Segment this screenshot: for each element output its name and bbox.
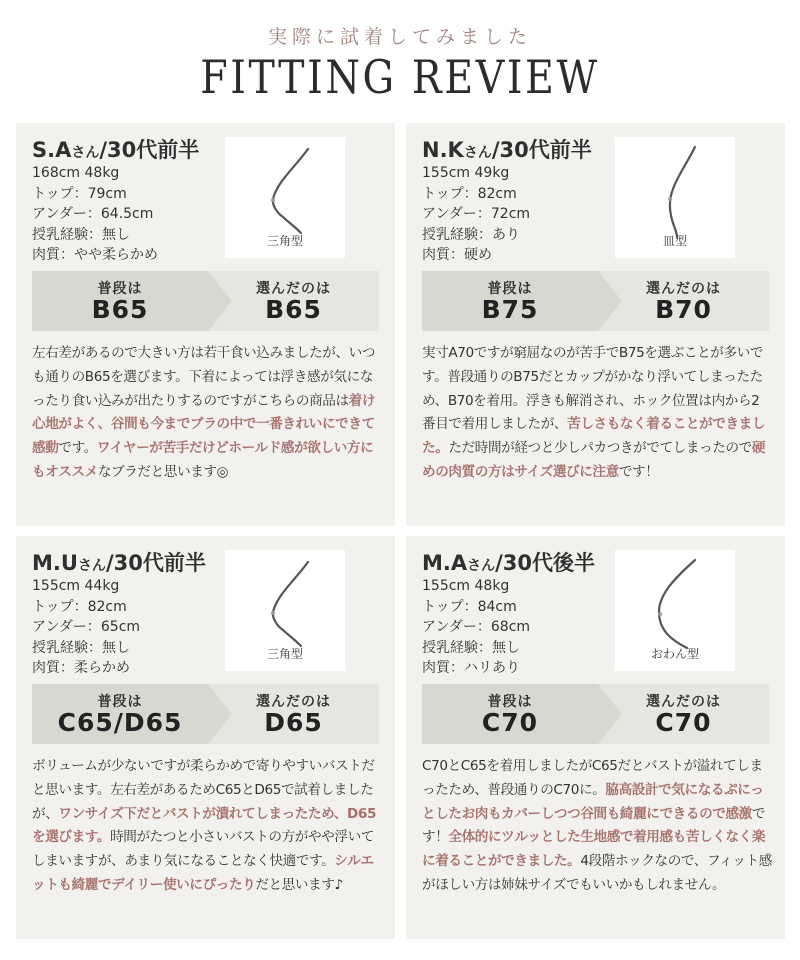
comment-highlight: 着け心地がよく、谷間も今までブラの中で一番きれいにできて感動 <box>32 392 376 457</box>
comment-highlight: ワンサイズ下だとバストが潰れてしまったため、D65を選びます。 <box>32 805 377 846</box>
comment-highlight: 苦しさもなく着ることができました。 <box>422 416 766 457</box>
review-card <box>406 536 785 939</box>
stat-line: 授乳経験：無し <box>422 639 520 656</box>
chosen-size-value: C70 <box>655 708 712 737</box>
review-card <box>16 536 395 939</box>
reviewer-stats <box>32 576 140 679</box>
page-title: FITTING REVIEW <box>200 50 600 104</box>
size-comparison-bar <box>422 271 769 331</box>
shape-label: おわん型 <box>650 647 699 661</box>
comment-text: だと思います♪ <box>255 876 343 893</box>
size-comparison-bar <box>32 271 379 331</box>
comment-highlight: 脇高設計で気になるぷにっとしたお肉もカバーしつつ谷間も綺麗にできるので感激 <box>422 781 764 822</box>
comment-text: 時間がたつと小さいバストの方がやや浮いてしまいますが、あまり気になることなく快適です。 <box>32 829 374 870</box>
stat-line: トップ：84cm <box>422 598 517 615</box>
reviewer-name <box>32 134 199 164</box>
reviewer-age: /30代前半 <box>105 551 206 575</box>
comment-text: C70とC65を着用しましたがC65だとバストが溢れてしまったため、普段通りのC70に。 <box>422 758 763 798</box>
reviewer-initials: S.A <box>32 138 72 162</box>
stat-line: アンダー：68cm <box>422 619 531 636</box>
reviewer-name <box>422 547 595 577</box>
comment-highlight: 全体的にツルッとした生地感で着用感も苦しくなく楽に着ることができました。 <box>422 829 766 870</box>
comment-highlight: 硬めの肉質の方はサイズ選びに注意 <box>422 440 766 480</box>
stat-line: 168cm 48kg <box>32 165 120 181</box>
shape-label: 三角型 <box>266 234 303 248</box>
breast-shape-illustration <box>225 137 345 258</box>
stat-line: 155cm 44kg <box>32 578 120 594</box>
reviewer-name <box>32 547 206 577</box>
reviewer-age: /30代後半 <box>495 551 596 575</box>
review-comment <box>422 342 772 485</box>
stat-line: アンダー：72cm <box>422 206 531 223</box>
breast-shape-illustration <box>225 550 345 671</box>
chosen-size-label: 選んだのは <box>646 694 721 710</box>
honorific: さん <box>467 558 496 574</box>
stat-line: 肉質：硬め <box>422 247 492 264</box>
comment-text: なブラだと思います◎ <box>97 463 229 480</box>
reviewer-age: /30代前半 <box>491 138 592 162</box>
reviewer-initials: N.K <box>422 138 464 162</box>
stat-line: 155cm 49kg <box>422 165 510 181</box>
stat-line: 肉質：ハリあり <box>422 660 520 677</box>
shape-label: 三角型 <box>266 647 303 661</box>
comment-text: です！ <box>618 463 659 480</box>
comment-text: ボリュームが少ないですが柔らかめで寄りやすいバストだと思います。左右差があるためC65とD65で試着しましたが、 <box>32 758 375 822</box>
usual-size-value: C70 <box>481 708 539 737</box>
review-comment <box>422 755 772 898</box>
honorific: さん <box>77 558 106 574</box>
comment-text: 4段階ホックなので、フィット感がほしい方は姉妹サイズでもいいかもしれません。 <box>422 853 772 893</box>
stat-line: トップ：79cm <box>32 185 127 202</box>
chosen-size-label: 選んだのは <box>256 281 331 297</box>
stat-line: 肉質：やや柔らかめ <box>32 247 158 264</box>
stat-line: 授乳経験：無し <box>32 639 130 656</box>
usual-size-label: 普段は <box>487 281 533 297</box>
review-card <box>16 123 395 526</box>
chosen-size-value: B65 <box>265 295 322 324</box>
review-comment <box>32 342 382 485</box>
size-comparison-bar <box>422 684 769 744</box>
stat-line: 肉質：柔らかめ <box>32 660 130 677</box>
usual-size-label: 普段は <box>97 694 143 710</box>
usual-size-label: 普段は <box>97 281 143 297</box>
stat-line: トップ：82cm <box>32 598 127 615</box>
stat-line: トップ：82cm <box>422 185 517 202</box>
review-card <box>406 123 785 526</box>
comment-text: ただ時間が経つと少しパカつきがでてしまったので <box>448 440 752 457</box>
reviewer-age: /30代前半 <box>99 138 200 162</box>
stat-line: 授乳経験：あり <box>422 226 520 243</box>
stat-line: アンダー：65cm <box>32 619 141 636</box>
page-subtitle: 実際に試着してみました <box>267 26 532 48</box>
chosen-size-value: D65 <box>264 708 323 737</box>
review-comment <box>32 755 382 898</box>
shape-label: 皿型 <box>662 234 687 248</box>
chosen-size-label: 選んだのは <box>646 281 721 297</box>
stat-line: 授乳経験：無し <box>32 226 130 243</box>
reviewer-initials: M.U <box>32 551 78 575</box>
chosen-size-value: B70 <box>655 295 712 324</box>
stat-line: 155cm 48kg <box>422 578 510 594</box>
stat-line: アンダー：64.5cm <box>32 206 154 223</box>
reviewer-name <box>422 134 592 164</box>
comment-text: です！ <box>422 805 766 846</box>
usual-size-label: 普段は <box>487 694 533 710</box>
honorific: さん <box>463 145 492 161</box>
comment-text: 左右差があるので大きい方は若干食い込みましたが、いつも通りのB65を選びます。下着によっては浮き感が気になったり食い込みが出たりするのですがこちらの商品は <box>32 345 376 409</box>
usual-size-value: B75 <box>481 295 539 324</box>
honorific: さん <box>71 145 100 161</box>
breast-shape-illustration <box>615 550 735 671</box>
reviewer-initials: M.A <box>422 551 468 575</box>
comment-text: 実寸A70ですが窮屈なのが苦手でB75を選ぶことが多いです。普段通りのB75だとカップがかなり浮いてしまったため、B70を着用。浮きも解消され、ホック位置は内から2番目で着用しましたが、 <box>422 345 764 433</box>
reviewer-stats <box>32 163 158 266</box>
reviewer-stats <box>422 576 530 679</box>
reviewer-stats <box>422 163 530 266</box>
usual-size-value: C65/D65 <box>57 708 183 737</box>
comment-highlight: シルエットも綺麗でデイリー使いにぴったり <box>32 853 374 893</box>
comment-text: です。 <box>58 440 97 457</box>
size-comparison-bar <box>32 684 379 744</box>
chosen-size-label: 選んだのは <box>256 694 331 710</box>
comment-highlight: ワイヤーが苦手だけどホールド感が欲しい方にもオススメ <box>32 440 374 480</box>
breast-shape-illustration <box>615 137 735 258</box>
usual-size-value: B65 <box>91 295 149 324</box>
